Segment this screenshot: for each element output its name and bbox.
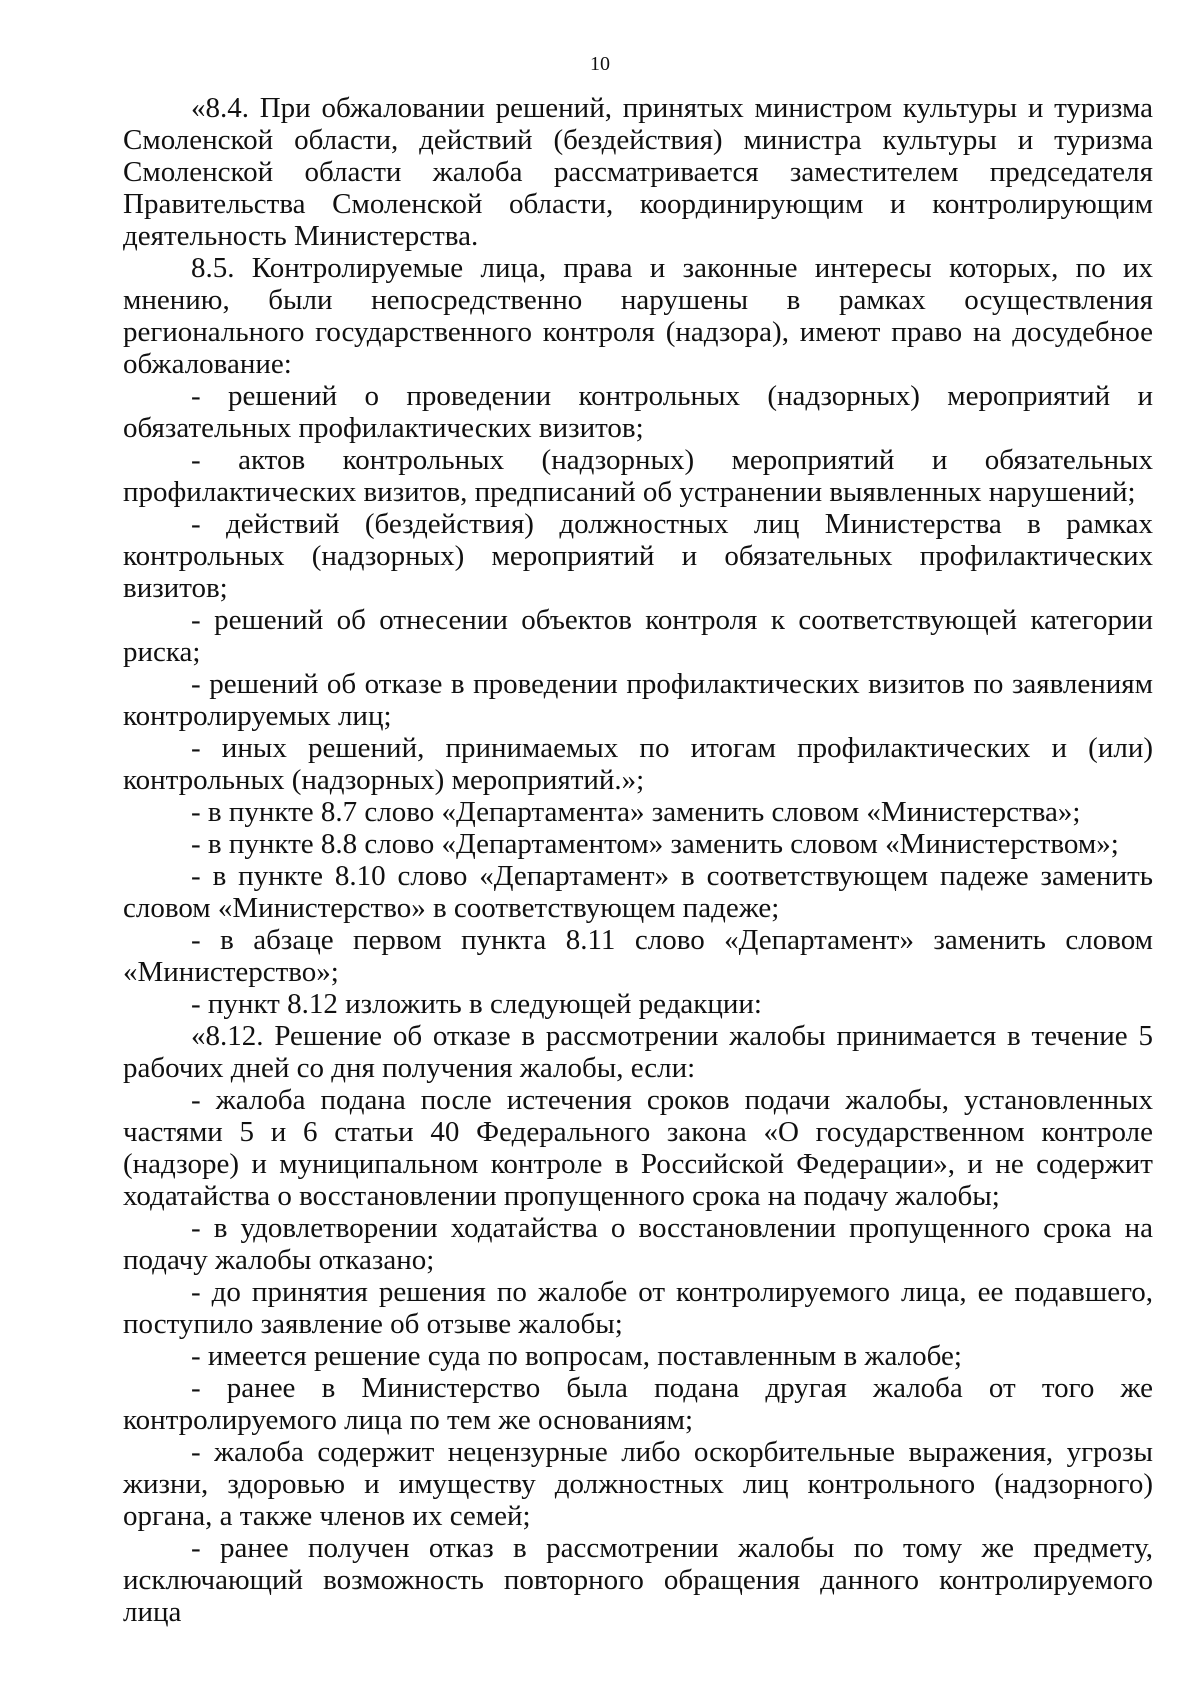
list-item: - действий (бездействия) должностных лиц Министерства в рамках контрольных (надзорных) мероприятий и обязательных профилактических визитов; — [123, 508, 1153, 604]
paragraph: «8.4. При обжаловании решений, принятых министром культуры и туризма Смоленской области, действий (бездействия) министра культуры и туризма Смоленской области жалоба рассматривается заместителем председателя Правительства Смоленской области, координирующим и контролирующим деятельность Министерства. — [123, 92, 1153, 252]
document-body — [123, 92, 1153, 1628]
paragraph: «8.12. Решение об отказе в рассмотрении жалобы принимается в течение 5 рабочих дней со дня получения жалобы, если: — [123, 1020, 1153, 1084]
list-item: - в пункте 8.10 слово «Департамент» в соответствующем падеже заменить словом «Министерство» в соответствующем падеже; — [123, 860, 1153, 924]
list-item: - в пункте 8.7 слово «Департамента» заменить словом «Министерства»; — [191, 796, 1081, 828]
list-item: - жалоба подана после истечения сроков подачи жалобы, установленных частями 5 и 6 статьи 40 Федерального закона «О государственном контроле (надзоре) и муниципальном контроле в Российской Федерации», и не содержит ходатайства о восстановлении пропущенного срока на подачу жалобы; — [123, 1084, 1153, 1212]
list-item: - решений о проведении контрольных (надзорных) мероприятий и обязательных профилактических визитов; — [123, 380, 1153, 444]
list-item: - актов контрольных (надзорных) мероприятий и обязательных профилактических визитов, предписаний об устранении выявленных нарушений; — [123, 444, 1153, 508]
list-item: - решений об отнесении объектов контроля к соответствующей категории риска; — [123, 604, 1153, 668]
page-number: 10 — [590, 53, 610, 75]
list-item: - ранее получен отказ в рассмотрении жалобы по тому же предмету, исключающий возможность повторного обращения данного контролируемого лица — [123, 1532, 1153, 1628]
list-item: - до принятия решения по жалобе от контролируемого лица, ее подавшего, поступило заявление об отзыве жалобы; — [123, 1276, 1153, 1340]
list-item: - пункт 8.12 изложить в следующей редакции: — [191, 988, 762, 1020]
list-item: - решений об отказе в проведении профилактических визитов по заявлениям контролируемых лиц; — [123, 668, 1153, 732]
list-item: - в пункте 8.8 слово «Департаментом» заменить словом «Министерством»; — [191, 828, 1119, 860]
list-item: - ранее в Министерство была подана другая жалоба от того же контролируемого лица по тем же основаниям; — [123, 1372, 1153, 1436]
list-item: - иных решений, принимаемых по итогам профилактических и (или) контрольных (надзорных) мероприятий.»; — [123, 732, 1153, 796]
list-item: - жалоба содержит нецензурные либо оскорбительные выражения, угрозы жизни, здоровью и имуществу должностных лиц контрольного (надзорного) органа, а также членов их семей; — [123, 1436, 1153, 1532]
list-item: - в абзаце первом пункта 8.11 слово «Департамент» заменить словом «Министерство»; — [123, 924, 1153, 988]
list-item: - в удовлетворении ходатайства о восстановлении пропущенного срока на подачу жалобы отказано; — [123, 1212, 1153, 1276]
paragraph: 8.5. Контролируемые лица, права и законные интересы которых, по их мнению, были непосредственно нарушены в рамках осуществления регионального государственного контроля (надзора), имеют право на досудебное обжалование: — [123, 252, 1153, 380]
list-item: - имеется решение суда по вопросам, поставленным в жалобе; — [191, 1340, 962, 1372]
